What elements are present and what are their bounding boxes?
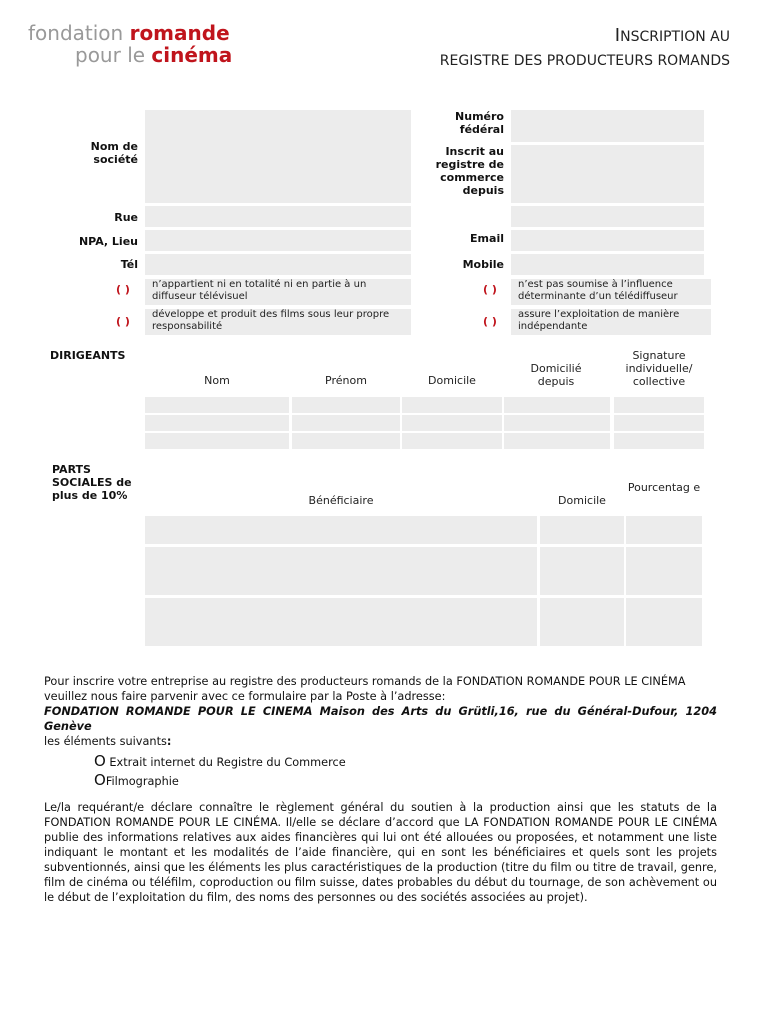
logo-text-red: cinéma [151, 43, 233, 67]
director-cell[interactable] [145, 433, 289, 449]
share-cell[interactable] [626, 516, 702, 544]
checkbox-3[interactable]: ( ) [116, 315, 130, 328]
federal-number-field[interactable] [511, 110, 704, 142]
registered-since-label: Inscrit au registre de commerce depuis [435, 145, 504, 197]
director-cell[interactable] [614, 433, 704, 449]
shares-col-percentage: Pourcentag e [627, 481, 701, 494]
street-field-right[interactable] [511, 206, 704, 227]
npa-field[interactable] [145, 230, 411, 251]
share-cell[interactable] [145, 516, 537, 544]
street-field[interactable] [145, 206, 411, 227]
address-text: FONDATION ROMANDE POUR LE CINEMA Maison des Arts du Grütli,16, rue du Général-Dufour, 1204 Genève [44, 705, 717, 733]
share-cell[interactable] [540, 598, 624, 646]
circle-marker[interactable]: O [94, 752, 106, 770]
director-cell[interactable] [504, 415, 610, 431]
share-cell[interactable] [626, 598, 702, 646]
shares-section-label: PARTS SOCIALES de plus de 10% [52, 463, 132, 502]
npa-label: NPA, Lieu [78, 235, 138, 248]
list-item-label: Extrait internet du Registre du Commerce [109, 756, 346, 769]
director-cell[interactable] [614, 397, 704, 413]
intro-text: Pour inscrire votre entreprise au registre des producteurs romands de la FONDATION ROMANDE POUR LE CINÉMA veuillez nous faire parvenir avec ce formulaire par la Poste à l’adresse: [44, 675, 686, 703]
director-cell[interactable] [292, 415, 400, 431]
logo-line-1 [28, 22, 248, 44]
email-field[interactable] [511, 230, 704, 251]
checkbox-4[interactable]: ( ) [483, 315, 497, 328]
tel-field[interactable] [145, 254, 411, 275]
company-label: Nom de société [90, 140, 138, 166]
checkbox-2[interactable]: ( ) [483, 283, 497, 296]
list-item-2 [88, 772, 179, 790]
mobile-field[interactable] [511, 254, 704, 275]
director-cell[interactable] [402, 433, 502, 449]
directors-col-signature: Signature individuelle/ collective [625, 349, 693, 388]
shares-col-beneficiary: Bénéficiaire [308, 494, 374, 507]
directors-col-prenom: Prénom [325, 374, 367, 387]
elements-text: les éléments suivants [44, 735, 167, 748]
check-text-4: assure l’exploitation de manière indépendante [511, 309, 711, 335]
director-cell[interactable] [402, 397, 502, 413]
check-text-3: développe et produit des films sous leur propre responsabilité [145, 309, 411, 335]
logo [28, 22, 248, 66]
share-cell[interactable] [626, 547, 702, 595]
list-item-1 [88, 753, 346, 771]
title-line-1 [440, 24, 730, 49]
federal-number-label: Numéro fédéral [455, 110, 504, 136]
director-cell[interactable] [504, 397, 610, 413]
director-cell[interactable] [614, 415, 704, 431]
director-cell[interactable] [504, 433, 610, 449]
check-text-2: n’est pas soumise à l’influence déterminante d’un télédiffuseur [511, 279, 711, 305]
email-label: Email [470, 232, 504, 245]
circle-marker[interactable]: O [94, 771, 106, 789]
mobile-label: Mobile [462, 258, 504, 271]
elements-colon: : [166, 735, 172, 748]
company-name-field[interactable] [145, 110, 411, 203]
title-line-2: REGISTRE DES PRODUCTEURS ROMANDS [439, 53, 730, 69]
registered-since-field[interactable] [511, 145, 704, 203]
logo-line-2 [28, 44, 248, 66]
checkbox-1[interactable]: ( ) [116, 283, 130, 296]
logo-text-gray: pour le [75, 43, 152, 67]
share-cell[interactable] [540, 516, 624, 544]
title-initial: I [614, 25, 621, 46]
list-item-label: Filmographie [105, 775, 179, 788]
director-cell[interactable] [292, 397, 400, 413]
share-cell[interactable] [145, 598, 537, 646]
tel-label: Tél [120, 258, 138, 271]
directors-col-since: Domicilié depuis [530, 362, 582, 388]
title-rest: NSCRIPTION AU [620, 29, 730, 45]
elements-line [44, 734, 717, 749]
share-cell[interactable] [145, 547, 537, 595]
director-cell[interactable] [145, 397, 289, 413]
share-cell[interactable] [540, 547, 624, 595]
directors-col-nom: Nom [204, 374, 230, 387]
director-cell[interactable] [145, 415, 289, 431]
logo-text-red: romande [129, 21, 230, 45]
street-label: Rue [114, 211, 138, 224]
declaration-text: Le/la requérant/e déclare connaître le règlement général du soutien à la production ainsi que les statuts de la FONDATION ROMANDE POUR LE CINÉMA. Il/elle se déclare d’accord que LA FONDATION ROMANDE POUR LE CINÉMA publie des informations relatives aux aides financières qui lui ont été allouées ou proposées, et notamment une liste indiquant le montant et les modalités de l’aide financière, qui en sont les bénéficiaires et quels sont les projets subventionnés, ainsi que les éléments les plus caractéristiques de la production (titre du film ou titre de travail, genre, film de cinéma ou téléfilm, coproduction ou film suisse, dates probables du début du tournage, de son achèvement ou le début de l’exploitation du film, des noms des personnes ou des sociétés associées au projet). [44, 801, 717, 904]
shares-col-domicile: Domicile [558, 494, 606, 507]
director-cell[interactable] [292, 433, 400, 449]
page-title [440, 24, 730, 73]
check-text-1: n’appartient ni en totalité ni en partie à un diffuseur télévisuel [145, 279, 411, 305]
director-cell[interactable] [402, 415, 502, 431]
directors-section-label: DIRIGEANTS [50, 349, 126, 362]
directors-col-domicile: Domicile [428, 374, 476, 387]
logo-text-gray: fondation [28, 21, 130, 45]
